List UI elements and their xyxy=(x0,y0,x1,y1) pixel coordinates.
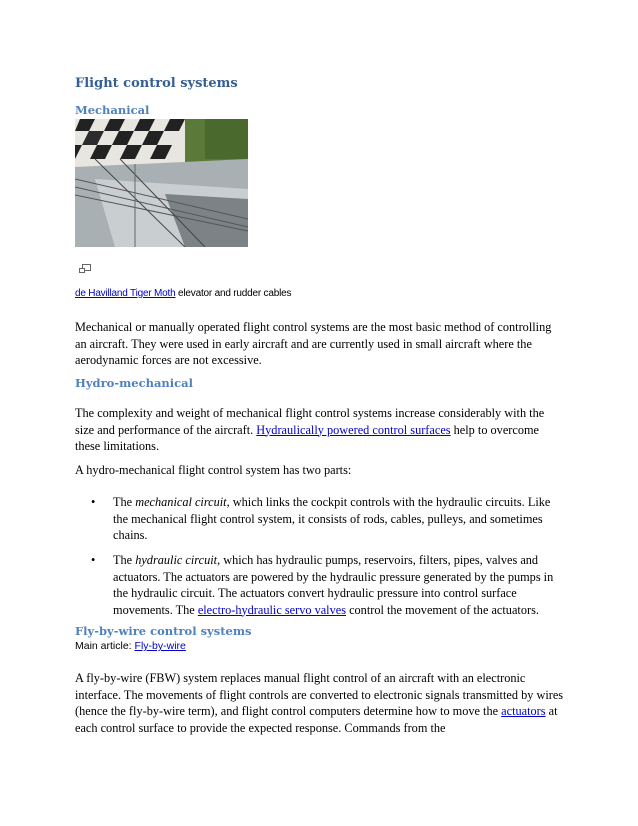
servo-valves-link[interactable]: electro-hydraulic servo valves xyxy=(197,602,346,617)
magnify-clip-icon[interactable] xyxy=(78,262,92,274)
fbw-paragraph xyxy=(75,670,565,736)
actuators-link[interactable]: actuators xyxy=(501,704,546,718)
page-title: Flight control systems xyxy=(75,76,238,91)
section-heading-fly-by-wire: Fly-by-wire control systems xyxy=(75,624,252,638)
bullet-marker: • xyxy=(91,553,96,567)
bullet-text: The hydraulic circuit, which has hydraulic pumps, reservoirs, filters, pipes, valves and actuators. The actuators are powered by the hydraulic pressure generated by the pumps in the hydraulic circuit. The actuators convert hydraulic pressure into control surface movements. The electro-hydraulic servo valves control the movement of the actuators. xyxy=(113,553,554,617)
hydro-text-before: The complexity and weight of mechanical flight control systems increase considerably with the size and performance of the aircraft. xyxy=(75,406,545,437)
main-article-note xyxy=(75,640,186,652)
section-heading-hydro-mechanical: Hydro-mechanical xyxy=(75,376,193,390)
bullet-text: The mechanical circuit, which links the cockpit controls with the hydraulic circuits. Like the mechanical flight control system, it consists of rods, cables, pulleys, and sometimes chains. xyxy=(113,495,551,542)
fbw-text-after: at each control surface to provide the expected response. Commands from the xyxy=(75,704,558,735)
fly-by-wire-link[interactable]: Fly-by-wire xyxy=(134,640,186,652)
caption-text: elevator and rudder cables xyxy=(175,288,292,299)
main-article-label: Main article: xyxy=(75,640,135,652)
fbw-text-before: A fly-by-wire (FBW) system replaces manual flight control of an aircraft with an electronic interface. The movements of flight controls are converted to electronic signals transmitted by wires (hence the fly-by-wire term), and flight control computers determine how to move the xyxy=(75,671,564,718)
tiger-moth-link[interactable]: de Havilland Tiger Moth xyxy=(75,288,176,299)
figure-caption xyxy=(75,288,291,299)
hydro-paragraph xyxy=(75,405,565,455)
tiger-moth-photo xyxy=(75,119,248,247)
hydraulic-control-surfaces-link[interactable]: Hydraulically powered control surfaces xyxy=(256,422,451,437)
hydro-parts-paragraph: A hydro-mechanical flight control system has two parts: xyxy=(75,463,352,477)
bullet-marker: • xyxy=(91,495,96,509)
hydro-text-after: help to overcome these limitations. xyxy=(75,422,540,453)
section-heading-mechanical: Mechanical xyxy=(75,103,150,117)
mechanical-paragraph: Mechanical or manually operated flight control systems are the most basic method of controlling an aircraft. They were used in early aircraft and are currently used in small aircraft where the aerodynamic forces are not excessive. xyxy=(75,320,552,367)
